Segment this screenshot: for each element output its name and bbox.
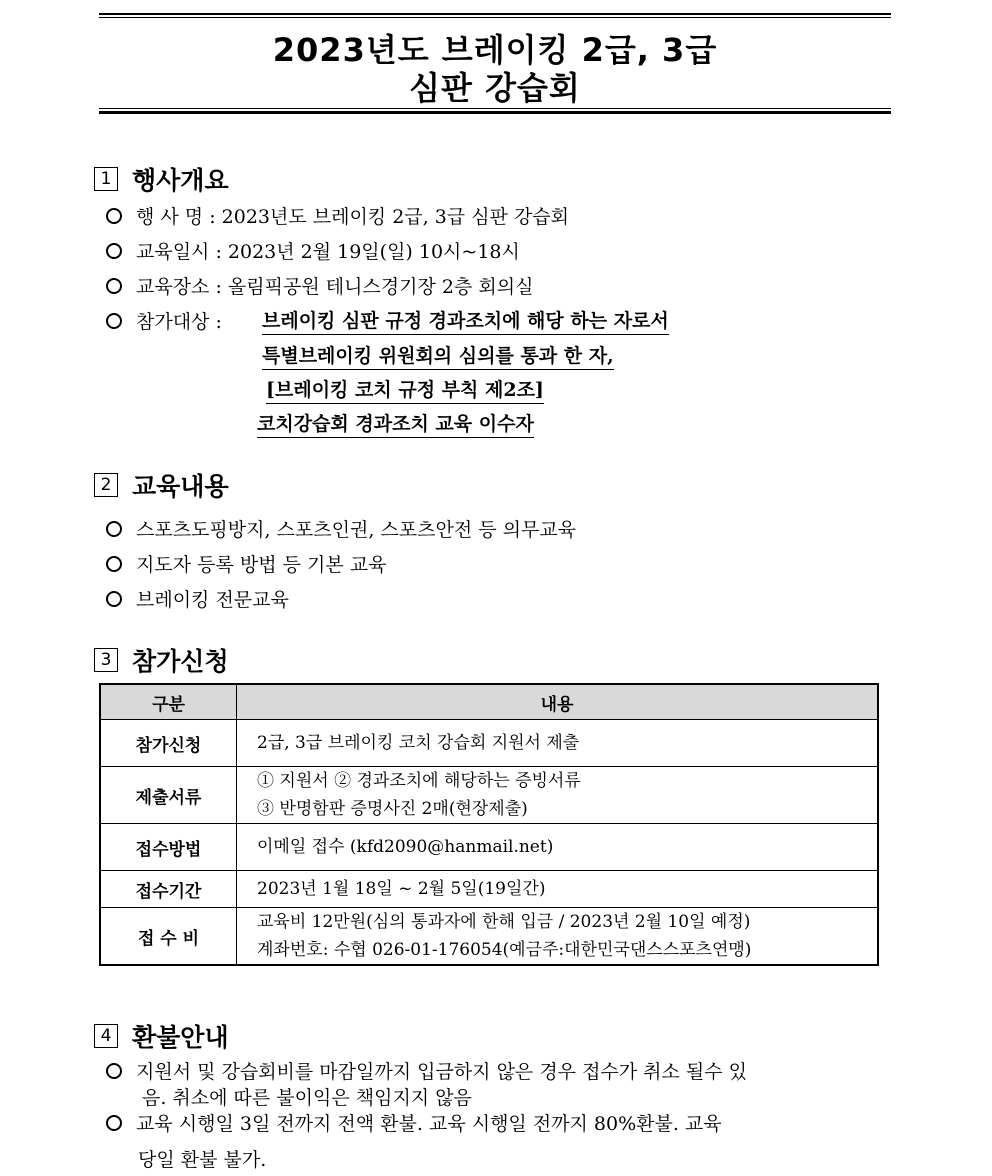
item-label: 행 사 명 — [136, 206, 204, 228]
refund-item-2-cont: 당일 환불 불가. — [138, 1149, 267, 1171]
bullet-circle-icon — [106, 278, 122, 294]
section-4-heading — [94, 1020, 229, 1052]
title-rule-top — [99, 13, 891, 15]
table-row-label: 참가신청 — [100, 720, 237, 767]
cell-text: ③ 반명함판 증명사진 2매(현장제출) — [257, 799, 528, 819]
bullet-circle-icon — [106, 591, 122, 607]
bullet-circle-icon — [106, 1115, 122, 1131]
cell-text: 2급, 3급 브레이킹 코치 강습회 지원서 제출 — [257, 733, 580, 753]
cell-text: 계좌번호: 수협 026-01-176054(예금주:대한민국댄스스포츠연맹) — [257, 940, 752, 960]
table-row — [100, 871, 878, 908]
table-row-label: 제출서류 — [100, 767, 237, 824]
table-row-content — [237, 767, 879, 824]
section-2-title: 교육내용 — [132, 472, 229, 501]
item-label: 교육일시 — [136, 241, 210, 263]
bullet-circle-icon — [106, 313, 122, 329]
content-item-text: 스포츠도핑방지, 스포츠인권, 스포츠안전 등 의무교육 — [136, 519, 577, 541]
refund-item-1-cont: 음. 취소에 따른 불이익은 책임지지 않음 — [142, 1087, 472, 1109]
target-line-3: [브레이킹 코치 규정 부칙 제2조] — [266, 378, 544, 404]
section-4-title: 환불안내 — [132, 1023, 229, 1052]
title-rule-bottom-thin — [99, 108, 891, 109]
title-rule-bottom — [99, 111, 891, 114]
target-line-4: 코치강습회 경과조치 교육 이수자 — [257, 412, 534, 438]
item-value: 올림픽공원 테니스경기장 2층 회의실 — [227, 276, 534, 298]
title-line-2: 심판 강습회 — [409, 69, 581, 107]
bullet-circle-icon — [106, 556, 122, 572]
item-value: 2023년 2월 19일(일) 10시~18시 — [227, 241, 520, 263]
section-2-heading — [94, 469, 229, 501]
refund-text: 지원서 및 강습회비를 마감일까지 입금하지 않은 경우 접수가 취소 될수 있 — [136, 1061, 748, 1083]
cell-text: 교육비 12만원(심의 통과자에 한해 입금 / 2023년 2월 10일 예정) — [257, 912, 751, 932]
content-item-text: 지도자 등록 방법 등 기본 교육 — [136, 554, 387, 576]
bullet-circle-icon — [106, 1063, 122, 1079]
table-row-content — [237, 908, 879, 966]
table-header-row — [100, 684, 878, 720]
section-4-number: 4 — [94, 1024, 118, 1048]
section-2-number: 2 — [94, 473, 118, 497]
cell-text: 2023년 1월 18일 ~ 2월 5일(19일간) — [257, 879, 546, 899]
title-rule-top-thin — [99, 17, 891, 18]
table-row — [100, 720, 878, 767]
application-table — [99, 683, 879, 966]
title-box — [99, 10, 891, 114]
item-label: 교육장소 — [136, 276, 210, 298]
table-row-content — [237, 720, 879, 767]
content-item — [106, 518, 576, 542]
table-header-content: 내용 — [237, 684, 879, 720]
table-row-label: 접 수 비 — [100, 908, 237, 966]
content-item-text: 브레이킹 전문교육 — [136, 589, 289, 611]
section-1-title: 행사개요 — [132, 166, 229, 195]
table-row-content — [237, 871, 879, 908]
section-3-number: 3 — [94, 648, 118, 672]
table-row-label: 접수방법 — [100, 824, 237, 871]
refund-item-1 — [106, 1060, 747, 1084]
section-3-title: 참가신청 — [132, 647, 229, 676]
section-1-heading — [94, 163, 229, 195]
event-date-item: 교육일시 : 2023년 2월 19일(일) 10시~18시 — [106, 240, 520, 264]
table-row-content — [237, 824, 879, 871]
content-item — [106, 553, 386, 577]
bullet-circle-icon — [106, 521, 122, 537]
content-item — [106, 588, 289, 612]
item-value: 2023년도 브레이킹 2급, 3급 심판 강습회 — [221, 206, 570, 228]
target-line-2: 특별브레이킹 위원회의 심의를 통과 한 자, — [262, 344, 614, 370]
bullet-circle-icon — [106, 243, 122, 259]
event-place-item: 교육장소 : 올림픽공원 테니스경기장 2층 회의실 — [106, 275, 533, 299]
table-row — [100, 908, 878, 966]
event-name-item: 행 사 명 : 2023년도 브레이킹 2급, 3급 심판 강습회 — [106, 205, 569, 229]
refund-text: 교육 시행일 3일 전까지 전액 환불. 교육 시행일 전까지 80%환불. 교육 — [136, 1113, 722, 1135]
item-label: 참가대상 — [136, 311, 210, 333]
refund-item-2 — [106, 1112, 722, 1136]
table-row — [100, 824, 878, 871]
target-line-1: 브레이킹 심판 규정 경과조치에 해당 하는 자로서 — [262, 309, 669, 335]
section-1-number: 1 — [94, 167, 118, 191]
cell-text: 이메일 접수 (kfd2090@hanmail.net) — [257, 837, 554, 857]
table-row-label: 접수기간 — [100, 871, 237, 908]
title-line-1: 2023년도 브레이킹 2급, 3급 — [272, 31, 718, 69]
section-3-heading — [94, 644, 229, 676]
table-header-category: 구분 — [100, 684, 237, 720]
cell-text: ① 지원서 ② 경과조치에 해당하는 증빙서류 — [257, 771, 581, 791]
bullet-circle-icon — [106, 208, 122, 224]
table-row — [100, 767, 878, 824]
event-target-item: 참가대상 : — [106, 310, 222, 334]
